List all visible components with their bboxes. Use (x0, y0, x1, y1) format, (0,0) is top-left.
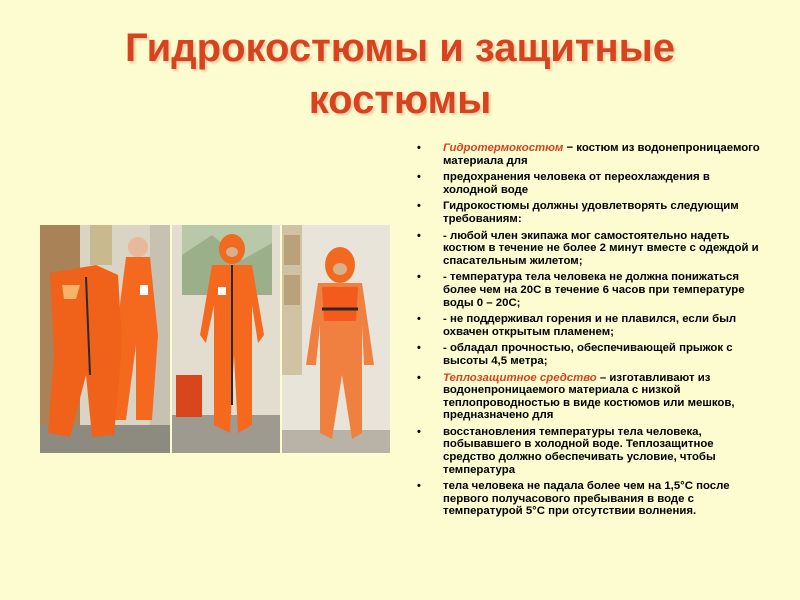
bullet-3-text: Гидрокостюмы должны удовлетворять следующим требованиям: (443, 200, 739, 225)
slide-title-line-2: костюмы (308, 78, 492, 122)
bullet-6-text: - не поддерживал горения и не плавился, если был охвачен открытым пламенем; (443, 313, 737, 338)
bullet-8-term: Теплозащитное средство (443, 371, 597, 384)
slide-title (0, 22, 800, 126)
bullet-6 (414, 313, 764, 338)
bullet-1-text: − костюм из водонепроницаемого материала для (443, 142, 760, 167)
bullet-5 (414, 271, 764, 309)
bullet-1-term: Гидротермокостюм (443, 142, 564, 154)
bullet-10 (414, 480, 764, 518)
bullet-3 (414, 200, 764, 225)
bullet-10-text: тела человека не падала более чем на 1,5°С после первого получасового пребывания в воде с температурой 5°С при отсутствии волнения. (443, 480, 730, 518)
bullet-7-text: - обладал прочностью, обеспечивающей прыжок с высоты 4,5 метра; (443, 342, 733, 367)
bullet-7 (414, 342, 764, 367)
survival-suit-demo-photo (40, 225, 170, 453)
bullet-list (414, 142, 764, 522)
bullet-1 (414, 142, 764, 167)
survival-suit-worn-photo (172, 225, 280, 453)
slide-title-line-1: Гидрокостюмы и защитные (124, 26, 676, 70)
thermal-protective-aid-photo (282, 225, 390, 453)
bullet-9 (414, 426, 764, 476)
bullet-2-text: предохранения человека от переохлаждения в холодной воде (443, 171, 710, 196)
bullet-9-text: восстановления температуры тела человека, побывавшего в холодной воде. Теплозащитное средство должно обеспечивать условие, чтобы температура (443, 425, 716, 476)
bullet-5-text: - температура тела человека не должна понижаться более чем на 20С в течение 6 часов при температуре воды 0 – 20С; (443, 271, 745, 309)
bullet-8 (414, 372, 764, 422)
bullet-2 (414, 171, 764, 196)
bullet-4-text: - любой член экипажа мог самостоятельно надеть костюм в течение не более 2 минут вместе с одеждой и спасательным жилетом; (443, 229, 759, 267)
photo-strip (40, 225, 390, 453)
bullet-8-text: – изготавливают из водонепроницаемого материала с низкой теплопроводностью в виде костюмов или мешков, предназначено для (443, 371, 735, 422)
bullet-4 (414, 230, 764, 268)
